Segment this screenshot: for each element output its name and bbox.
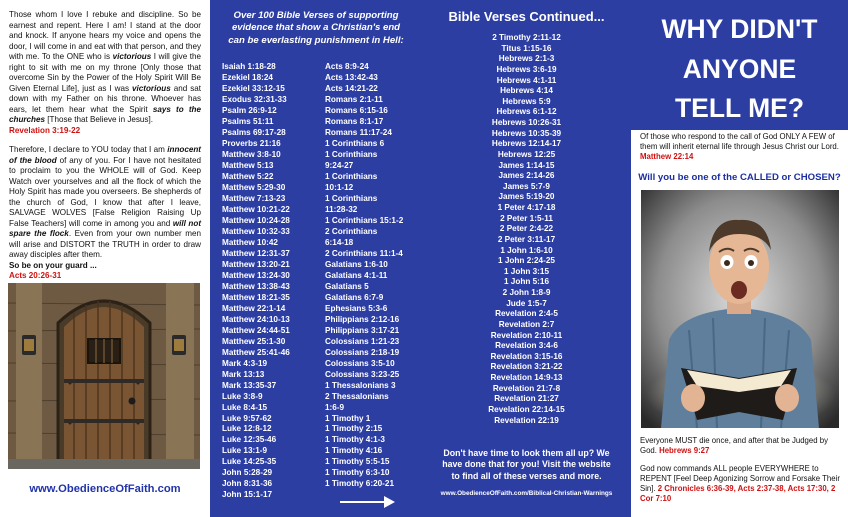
repent-command-text: God now commands ALL people EVERYWHERE to REPENT [Feel Deep Agonizing Sorrow and Forsake Their Sin]. 2 Chronicles 6:36-39, Acts 2:37-38, Acts 17:30, 2 Cor 7:10 — [640, 464, 840, 504]
verse-reference: Acts 8:9-24 — [325, 62, 369, 71]
matthew-reference: Matthew 22:14 — [640, 152, 694, 162]
verse-reference: Luke 8:4-15 — [222, 402, 268, 412]
verse-reference: 1 John 5:16 — [503, 277, 550, 287]
verse-reference: Romans 2:1-11 — [325, 94, 383, 104]
verse-reference: 1 Corinthians — [325, 171, 378, 181]
judgment-text: Everyone MUST die once, and after that be Judged by God. Hebrews 9:27 — [640, 436, 828, 456]
verse-reference: Revelation 2:10-11 — [490, 330, 563, 340]
call-to-action: Don't have time to look them all up? We have done that for you! Visit the website to find all of these verses and more. — [442, 448, 611, 481]
cover-header — [631, 0, 848, 130]
verse-reference: 2 Thessalonians — [325, 391, 389, 401]
verse-reference: 1 Timothy 6:3-10 — [325, 468, 390, 478]
verse-reference: 1 Timothy 4:1-3 — [325, 435, 385, 445]
verse-reference: 1 Timothy 2:15 — [325, 424, 383, 434]
verse-reference: Ezekiel 18:24 — [222, 72, 273, 82]
verse-reference: 1 Peter 4:17-18 — [497, 203, 556, 212]
verse-reference: 2 John 1:8-9 — [502, 288, 551, 297]
cover-title-line-2: ANYONE — [682, 54, 797, 84]
guard-warning: So be on your guard ... — [9, 260, 97, 270]
verse-reference: Revelation 21:7-8 — [492, 383, 561, 393]
verse-reference: Matthew 10:24-28 — [222, 215, 290, 225]
verse-reference: Acts 13:42-43 — [325, 72, 378, 82]
verse-reference: Galatians 6:7-9 — [325, 292, 384, 302]
verse-reference: 1 Timothy 4:16 — [325, 446, 383, 456]
verse-reference: Colossians 3:23-25 — [325, 369, 400, 379]
verse-reference: 1 Corinthians 15:1-2 — [325, 215, 404, 225]
verse-reference: Revelation 22:14-15 — [488, 404, 565, 414]
verse-reference: Romans 8:1-17 — [325, 116, 384, 126]
verse-reference: Titus 1:15-16 — [501, 43, 552, 53]
verse-reference: Matthew 5:29-30 — [222, 182, 286, 192]
called-or-chosen-question: Will you be one of the CALLED or CHOSEN? — [638, 172, 841, 183]
verse-reference: Mark 13:13 — [222, 369, 265, 379]
cover-title-line-1: WHY DIDN'T — [661, 14, 818, 44]
verse-reference: 1 Timothy 5:5-15 — [325, 457, 390, 467]
verse-reference: 1 Corinthians — [325, 193, 378, 203]
verse-reference: 1:6-9 — [325, 402, 345, 412]
verse-reference: Matthew 13:20-21 — [222, 259, 290, 269]
verse-reference: Hebrews 4:14 — [500, 86, 553, 96]
verse-reference: Matthew 22:1-14 — [222, 303, 286, 313]
panel-scripture-left — [0, 0, 210, 517]
verse-reference: Hebrews 6:1-12 — [496, 107, 557, 117]
verse-reference: Mark 4:3-19 — [222, 358, 268, 368]
verse-reference: Psalms 51:11 — [222, 116, 274, 126]
revelation-reference: Revelation 3:19-22 — [9, 125, 81, 135]
verse-reference: Colossians 3:5-10 — [325, 358, 395, 368]
verse-reference: 2 Peter 2:4-22 — [499, 224, 554, 234]
acts-reference: Acts 20:26-31 — [9, 271, 62, 281]
verse-reference: 2 Corinthians — [325, 226, 378, 236]
verse-reference: John 5:28-29 — [222, 468, 273, 478]
verse-reference: Matthew 25:41-46 — [222, 347, 290, 357]
verse-reference: James 5:19-20 — [498, 192, 555, 202]
panel-cover — [631, 0, 848, 517]
verse-reference: 11:28-32 — [325, 204, 358, 214]
verse-reference: Revelation 22:19 — [494, 415, 559, 425]
panel-verses-continued — [422, 0, 631, 517]
verse-reference: Matthew 3:8-10 — [222, 149, 281, 159]
verse-reference: Matthew 24:10-13 — [222, 314, 290, 324]
verse-reference: 1 Timothy 6:20-21 — [325, 479, 395, 489]
verse-reference: Matthew 7:13-23 — [222, 193, 286, 203]
verse-reference: Revelation 3:4-6 — [495, 341, 558, 351]
verse-reference: Hebrews 4:1-11 — [496, 75, 557, 85]
verse-reference: Matthew 13:38-43 — [222, 281, 290, 291]
verse-reference: James 1:14-15 — [498, 160, 555, 170]
verse-column-continued — [422, 33, 631, 426]
verse-reference: Hebrews 12:14-17 — [491, 139, 562, 149]
verse-reference: John 8:31-36 — [222, 479, 273, 489]
verse-reference: 10:1-12 — [325, 182, 354, 192]
verse-reference: Matthew 12:31-37 — [222, 248, 290, 258]
verses-heading: Over 100 Bible Verses of supporting evidence that show a Christian's end can be everlasting punishment in Hell: — [228, 10, 404, 46]
panel-verses-list — [210, 0, 422, 517]
verse-reference: Philippians 2:12-16 — [325, 314, 400, 324]
verse-reference: 9:24-27 — [325, 160, 354, 170]
cover-title-line-3: TELL ME? — [674, 93, 805, 123]
verse-reference: Hebrews 12:25 — [497, 149, 556, 159]
man-reading-bible-photo — [641, 190, 839, 428]
verse-reference: Luke 13:1-9 — [222, 446, 268, 456]
verse-reference: Matthew 10:32-33 — [222, 226, 290, 236]
verse-reference: Galatians 5 — [325, 281, 369, 291]
verse-reference: Mark 13:35-37 — [222, 380, 277, 390]
verse-reference: Exodus 32:31-33 — [222, 94, 287, 104]
verse-reference: 2 Peter 3:11-17 — [497, 234, 556, 244]
verse-reference: Psalms 69:17-28 — [222, 127, 286, 137]
verse-reference: Isaiah 1:18-28 — [222, 62, 276, 71]
verse-reference: Revelation 21:27 — [494, 394, 559, 404]
verse-reference: Hebrews 10:35-39 — [491, 128, 562, 138]
verse-reference: Matthew 13:24-30 — [222, 270, 290, 280]
verse-reference: Luke 9:57-62 — [222, 413, 272, 423]
verse-reference: Revelation 14:9-13 — [490, 373, 563, 382]
verse-reference: Matthew 5:22 — [222, 171, 274, 181]
verse-reference: Matthew 5:13 — [222, 160, 274, 170]
verse-reference: Luke 14:25-35 — [222, 457, 277, 467]
revelation-passage: Those whom I love I rebuke and discipline. So be earnest and repent. Here I am! I stand at the door and knock. If anyone hears my voice and opens the door, I will come in and eat with that person, and they with me. To the ONE who is victorious I will give the right to sit with me on my throne [Only those that overcome Sin by the Power of the Holy Spirit Will Be Given Eternal Life], just as I was victorious and sat down with my Father on his throne. Whoever has ears, let them hear what the Spirit says to the churches [Those that Believe in Jesus]. Revelation 3:19-22 — [9, 10, 202, 135]
verse-reference: Acts 14:21-22 — [325, 83, 378, 93]
verse-reference: Matthew 10:21-22 — [222, 204, 290, 214]
verse-reference: 1 Thessalonians 3 — [325, 380, 396, 390]
acts-passage: Therefore, I declare to YOU today that I am innocent of the blood of any of you. For I have not hesitated to proclaim to you the WHOLE will of God. Keep Watch over yourselves and all the flock of which the Holy Spirit has made you overseers. Be shepherds of the church of God, I know that after I leave, SALVAGE WOLVES [False Religion Raising Up False Teachers] will come in among you and will not spare the flock. Even from your own number men will arise and DISTORT the TRUTH in order to draw away disciples after them. So be on your guard ... Acts 20:26-31 — [9, 145, 202, 281]
verse-reference: Revelation 2:4-5 — [495, 309, 558, 319]
verse-reference: Matthew 18:21-35 — [222, 292, 290, 302]
verse-reference: Jude 1:5-7 — [506, 298, 547, 308]
verse-reference: Psalm 26:9-12 — [222, 105, 277, 115]
verse-reference: 1 Corinthians — [325, 149, 378, 159]
verse-reference: Romans 11:17-24 — [325, 127, 392, 137]
verse-reference: 1 Timothy 1 — [325, 413, 371, 423]
verse-reference: 1 John 3:15 — [503, 266, 550, 276]
verse-reference: Galatians 1:6-10 — [325, 259, 388, 269]
verse-reference: Ephesians 5:3-6 — [325, 303, 388, 313]
verse-reference: 2 Peter 1:5-11 — [500, 213, 553, 223]
verse-reference: 2 Corinthians 11:1-4 — [325, 248, 403, 258]
verses-continued-heading: Bible Verses Continued... — [448, 9, 605, 24]
hebrews-reference: Hebrews 9:27 — [659, 446, 710, 456]
verse-reference: Colossians 1:21-23 — [325, 336, 400, 346]
verse-reference: Philippians 3:17-21 — [325, 325, 400, 335]
verse-reference: Proverbs 21:16 — [222, 138, 281, 148]
verse-reference: John 15:1-17 — [222, 490, 273, 500]
few-chosen-text: Of those who respond to the call of God ONLY A FEW of them will inherit eternal life through Jesus Christ our Lord. Matthew 22:14 — [640, 132, 839, 162]
verse-column-left — [222, 62, 290, 501]
right-arrow-icon — [338, 494, 398, 510]
verse-reference: Revelation 3:15-16 — [490, 351, 563, 361]
verse-reference: 1 John 1:6-10 — [500, 245, 553, 255]
verse-reference: Ezekiel 33:12-15 — [222, 83, 285, 93]
verse-reference: 2 Timothy 2:11-12 — [492, 33, 561, 42]
warnings-url-link[interactable]: www.ObedienceOfFaith.com/Biblical-Christian-Warnings — [440, 490, 613, 497]
verse-reference: James 2:14-26 — [498, 171, 555, 181]
verse-reference: Hebrews 3:6-19 — [496, 64, 557, 74]
verse-reference: Revelation 3:21-22 — [490, 362, 563, 372]
website-link[interactable]: www.ObedienceOfFaith.com — [29, 483, 181, 495]
verse-reference: Colossians 2:18-19 — [325, 347, 400, 357]
verse-column-right — [325, 62, 403, 490]
verse-reference: Matthew 25:1-30 — [222, 336, 286, 346]
repent-references: 2 Chronicles 6:36-39, Acts 2:37-38, Acts 17:30, 2 Cor 7:10 — [640, 484, 836, 504]
verse-reference: 6:14-18 — [325, 237, 354, 247]
verse-reference: Galatians 4:1-11 — [325, 270, 388, 280]
verse-reference: 1 Corinthians 6 — [325, 138, 385, 148]
verse-reference: Revelation 2:7 — [498, 319, 555, 329]
verse-reference: 1 John 2:24-25 — [498, 256, 555, 266]
verse-reference: Luke 3:8-9 — [222, 391, 263, 401]
verse-reference: Luke 12:35-46 — [222, 435, 277, 445]
verse-reference: Hebrews 5:9 — [502, 96, 551, 106]
verse-reference: Romans 6:15-16 — [325, 105, 388, 115]
verse-reference: Matthew 10:42 — [222, 237, 278, 247]
verse-reference: Luke 12:8-12 — [222, 424, 272, 434]
verse-reference: Hebrews 2:1-3 — [498, 54, 555, 64]
verse-reference: James 5:7-9 — [503, 181, 550, 191]
wooden-door-photo — [8, 283, 200, 469]
verse-reference: Hebrews 10:26-31 — [491, 118, 562, 127]
verse-reference: Matthew 24:44-51 — [222, 325, 290, 335]
